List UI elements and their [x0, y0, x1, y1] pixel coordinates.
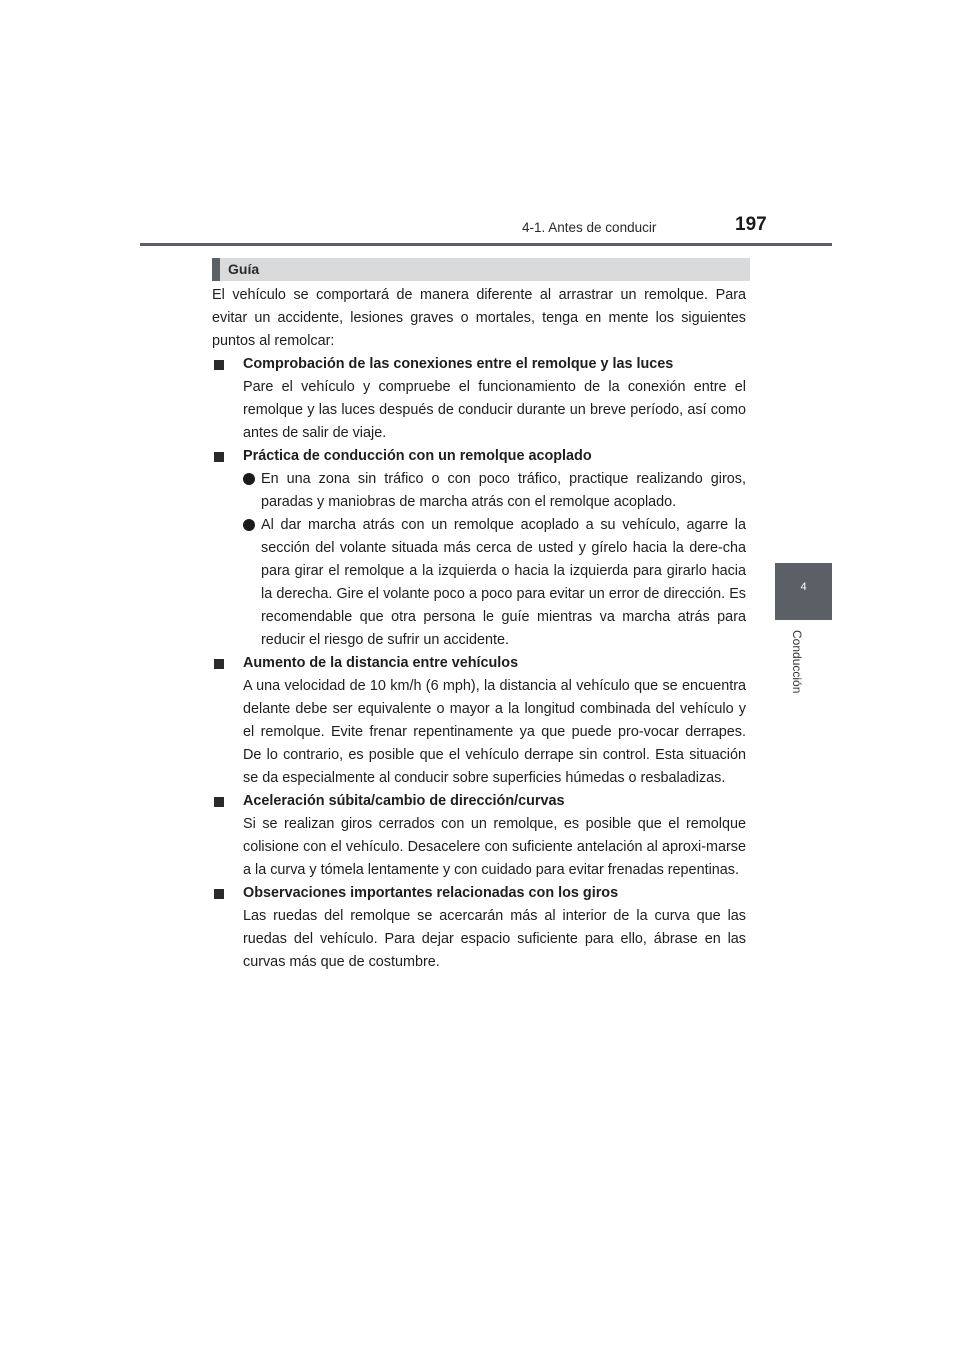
- running-header-section: 4-1. Antes de conducir: [522, 220, 657, 235]
- bullet-text: En una zona sin tráfico o con poco tráfico, practique realizando giros, paradas y maniobras de marcha atrás con el remolque acoplado.: [261, 471, 746, 510]
- section-title-connections: [212, 353, 746, 376]
- guide-content: [212, 284, 746, 974]
- square-bullet-icon: [214, 360, 224, 370]
- practice-bullet-1: [212, 468, 746, 514]
- chapter-tab: [775, 563, 832, 620]
- section-title-distance: [212, 652, 746, 675]
- section-text-connections: Pare el vehículo y compruebe el funcionamiento de la conexión entre el remolque y las luces después de conducir durante un breve período, así como antes de salir de viaje.: [243, 379, 746, 441]
- practice-bullet-2: [212, 514, 746, 652]
- chapter-tab-number: 4: [800, 581, 807, 593]
- page-number: 197: [735, 214, 767, 235]
- section-title-text: Aumento de la distancia entre vehículos: [243, 655, 519, 671]
- square-bullet-icon: [214, 452, 224, 462]
- guide-heading-bar: [212, 258, 750, 281]
- chapter-tab-label: Conducción: [790, 630, 804, 694]
- section-title-turns: [212, 882, 746, 905]
- round-bullet-icon: [243, 519, 255, 531]
- section-title-text: Comprobación de las conexiones entre el remolque y las luces: [243, 356, 674, 372]
- round-bullet-icon: [243, 473, 255, 485]
- header-rule: [140, 243, 832, 246]
- square-bullet-icon: [214, 889, 224, 899]
- square-bullet-icon: [214, 797, 224, 807]
- section-text-acceleration: Si se realizan giros cerrados con un remolque, es posible que el remolque colisione con el vehículo. Desacelere con suficiente antelación al aproxi-marse a la curva y tómela lentamente y con cuidado para evitar frenadas repentinas.: [243, 816, 746, 878]
- square-bullet-icon: [214, 659, 224, 669]
- bullet-text: Al dar marcha atrás con un remolque acoplado a su vehículo, agarre la sección del volante situada más cerca de usted y gírelo hacia la dere-cha para girar el remolque a la izquierda o hacia la izquierda para girarlo hacia la derecha. Gire el volante poco a poco para evitar un error de dirección. Es recomendable que otra persona le guíe mientras va marcha atrás para reducir el riesgo de sufrir un accidente.: [261, 517, 746, 648]
- guide-title: Guía: [228, 261, 260, 277]
- section-title-acceleration: [212, 790, 746, 813]
- section-text-turns: Las ruedas del remolque se acercarán más al interior de la curva que las ruedas del vehículo. Para dejar espacio suficiente para ello, ábrase en las curvas más que de costumbre.: [243, 908, 746, 970]
- section-text-distance: A una velocidad de 10 km/h (6 mph), la distancia al vehículo que se encuentra delante debe ser equivalente o mayor a la longitud combinada del vehículo y el remolque. Evite frenar repentinamente ya que puede pro-vocar derrapes. De lo contrario, es posible que el vehículo derrape sin control. Esta situación se da especialmente al conducir sobre superficies húmedas o resbaladizas.: [243, 678, 746, 786]
- section-title-practice: [212, 445, 746, 468]
- guide-intro: El vehículo se comportará de manera diferente al arrastrar un remolque. Para evitar un accidente, lesiones graves o mortales, tenga en mente los siguientes puntos al remolcar:: [212, 287, 746, 349]
- section-title-text: Aceleración súbita/cambio de dirección/curvas: [243, 793, 565, 809]
- section-title-text: Práctica de conducción con un remolque acoplado: [243, 448, 592, 464]
- section-title-text: Observaciones importantes relacionadas con los giros: [243, 885, 619, 901]
